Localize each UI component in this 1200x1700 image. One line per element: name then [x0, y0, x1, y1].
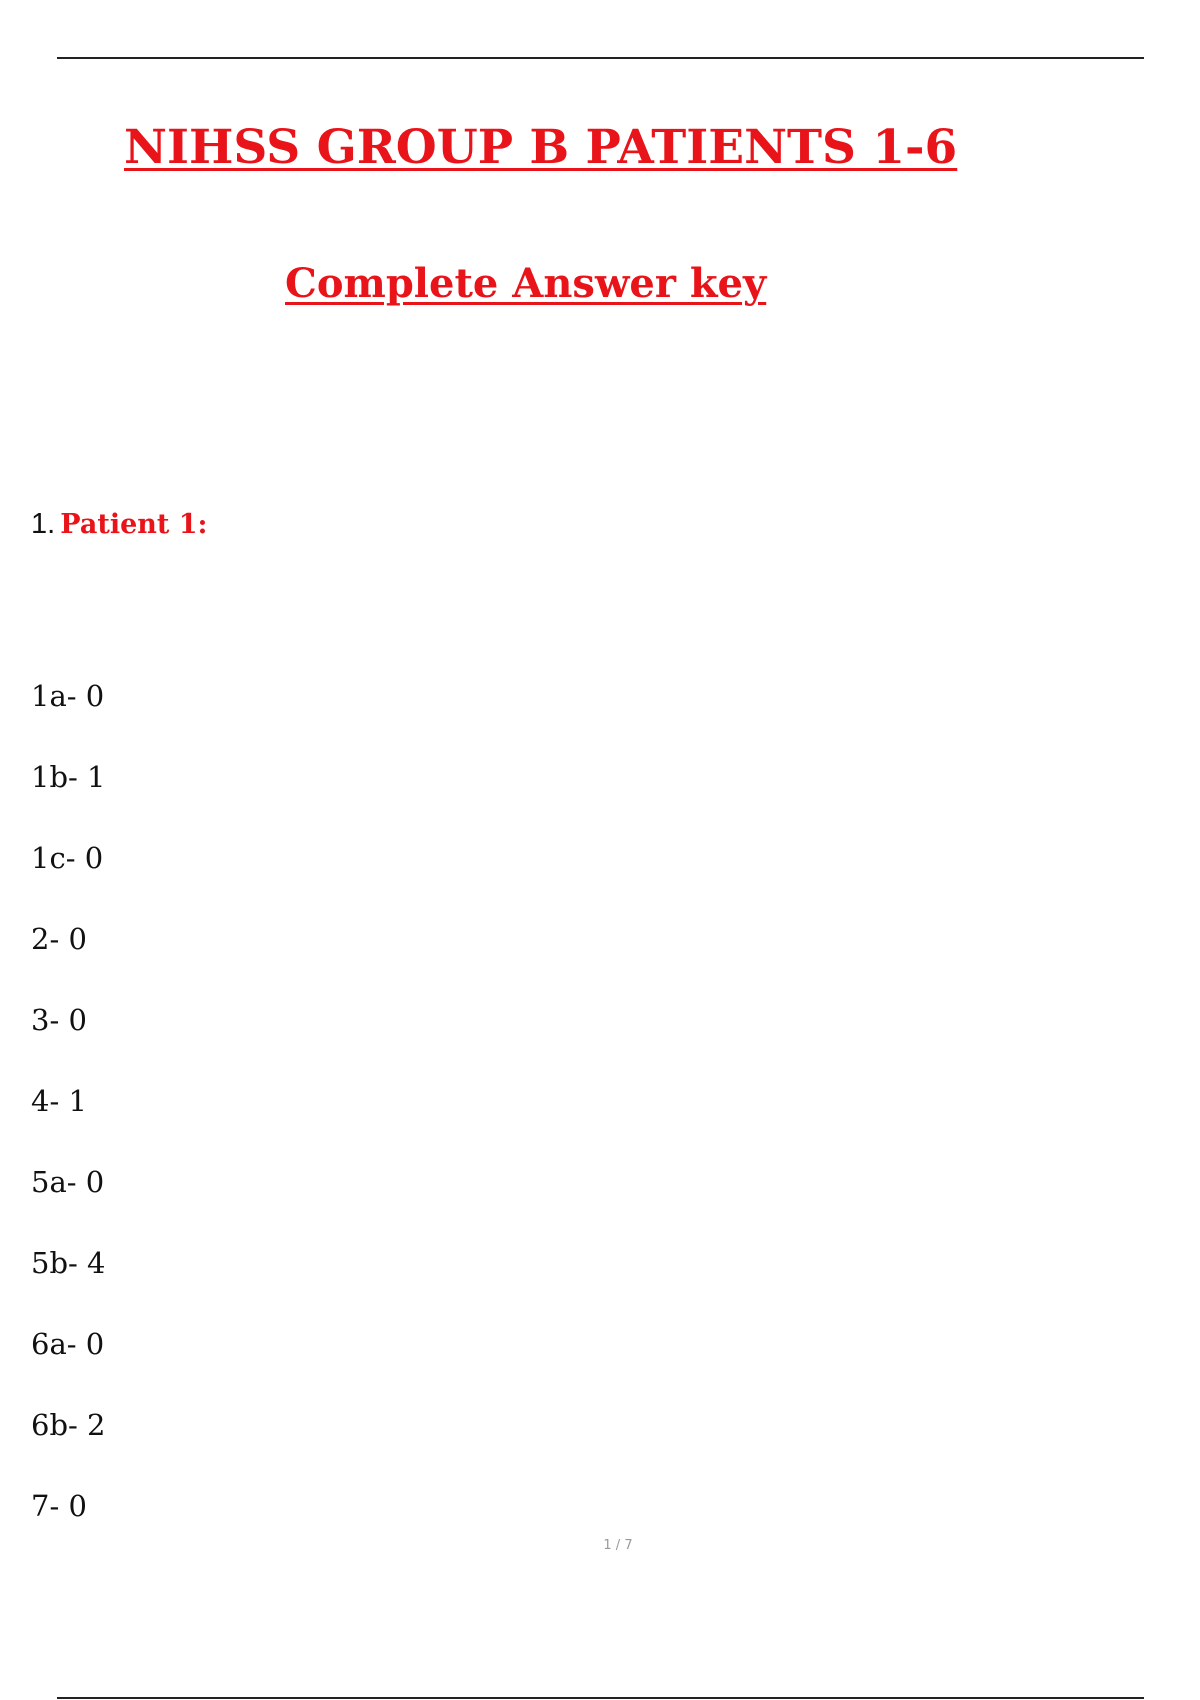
answer-item: 2- 0 [31, 922, 87, 956]
answer-item: 3- 0 [31, 1003, 87, 1037]
answer-item: 5b- 4 [31, 1246, 106, 1280]
question-label: Patient 1: [60, 509, 208, 540]
top-divider [57, 57, 1144, 59]
answer-item: 5a- 0 [31, 1165, 105, 1199]
answer-list [31, 676, 105, 1567]
question-heading [31, 505, 208, 547]
answer-item: 7- 0 [31, 1489, 87, 1523]
answer-item: 1b- 1 [31, 760, 106, 794]
question-number: 1. [31, 508, 56, 540]
document-title: NIHSS GROUP B PATIENTS 1-6 [124, 120, 958, 175]
answer-item: 1c- 0 [31, 841, 104, 875]
bottom-divider [57, 1697, 1144, 1699]
answer-item: 6b- 2 [31, 1408, 106, 1442]
document-subtitle: Complete Answer key [285, 260, 767, 307]
answer-item: 6a- 0 [31, 1327, 105, 1361]
page-number: 1 / 7 [603, 1538, 633, 1553]
answer-item: 4- 1 [31, 1084, 87, 1118]
answer-item: 1a- 0 [31, 679, 105, 713]
